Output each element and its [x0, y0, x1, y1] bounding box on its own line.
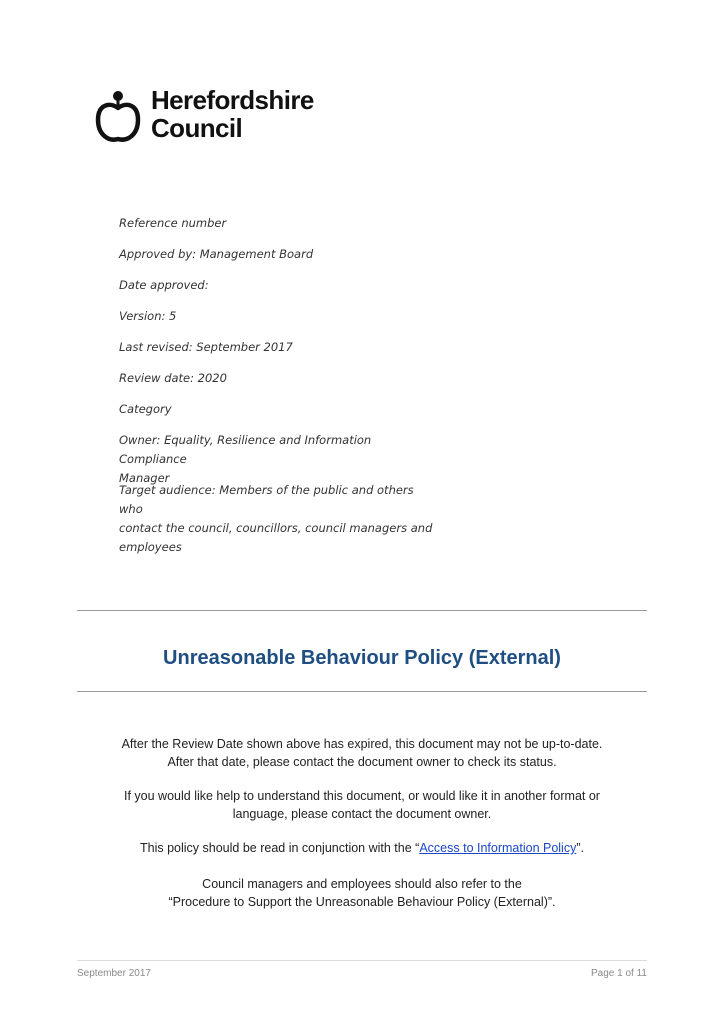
- version: Version: 5: [119, 309, 177, 323]
- audience-line-3: employees: [119, 540, 182, 554]
- related-policy-paragraph: [90, 839, 634, 857]
- review-notice-paragraph: [90, 735, 634, 771]
- procedure-line-2: “Procedure to Support the Unreasonable Behaviour Policy (External)”.: [168, 895, 556, 909]
- footer-divider: [77, 960, 647, 961]
- last-revised: Last revised: September 2017: [119, 340, 293, 354]
- target-audience: [119, 481, 439, 557]
- related-policy-prefix: This policy should be read in conjunction with the “: [140, 841, 420, 855]
- footer-date: September 2017: [77, 968, 151, 979]
- review-notice-line-1: After the Review Date shown above has expired, this document may not be up-to-date.: [121, 737, 603, 751]
- accessibility-line-2: language, please contact the document owner.: [232, 807, 492, 821]
- approved-by: Approved by: Management Board: [119, 247, 314, 261]
- access-to-information-policy-link[interactable]: Access to Information Policy: [419, 841, 577, 855]
- footer-page-number: Page 1 of 11: [591, 968, 647, 979]
- procedure-line-1: Council managers and employees should also refer to the: [202, 877, 522, 891]
- review-notice-line-2: After that date, please contact the document owner to check its status.: [167, 755, 557, 769]
- council-logo: [95, 86, 355, 146]
- owner-line-2: Manager: [119, 471, 170, 485]
- logo-line-1: Herefordshire: [151, 85, 314, 115]
- related-policy-suffix: ”.: [576, 841, 584, 855]
- title-top-divider: [77, 610, 647, 611]
- owner: [119, 431, 439, 488]
- accessibility-paragraph: [90, 787, 634, 823]
- category: Category: [119, 402, 172, 416]
- reference-number: Reference number: [119, 216, 227, 230]
- accessibility-line-1: If you would like help to understand this document, or would like it in another format or: [124, 789, 600, 803]
- document-title: Unreasonable Behaviour Policy (External): [163, 647, 561, 669]
- audience-line-1: Target audience: Members of the public and others who: [119, 483, 414, 516]
- review-date: Review date: 2020: [119, 371, 227, 385]
- date-approved: Date approved:: [119, 278, 209, 292]
- logo-wordmark: [151, 86, 314, 142]
- logo-line-2: Council: [151, 113, 243, 143]
- related-policy-line: [90, 839, 634, 857]
- apple-logo-icon: [95, 90, 141, 144]
- owner-line-1: Owner: Equality, Resilience and Information Compliance: [119, 433, 372, 466]
- title-bottom-divider: [77, 691, 647, 692]
- audience-line-2: contact the council, councillors, council managers and: [119, 521, 433, 535]
- procedure-paragraph: [90, 875, 634, 911]
